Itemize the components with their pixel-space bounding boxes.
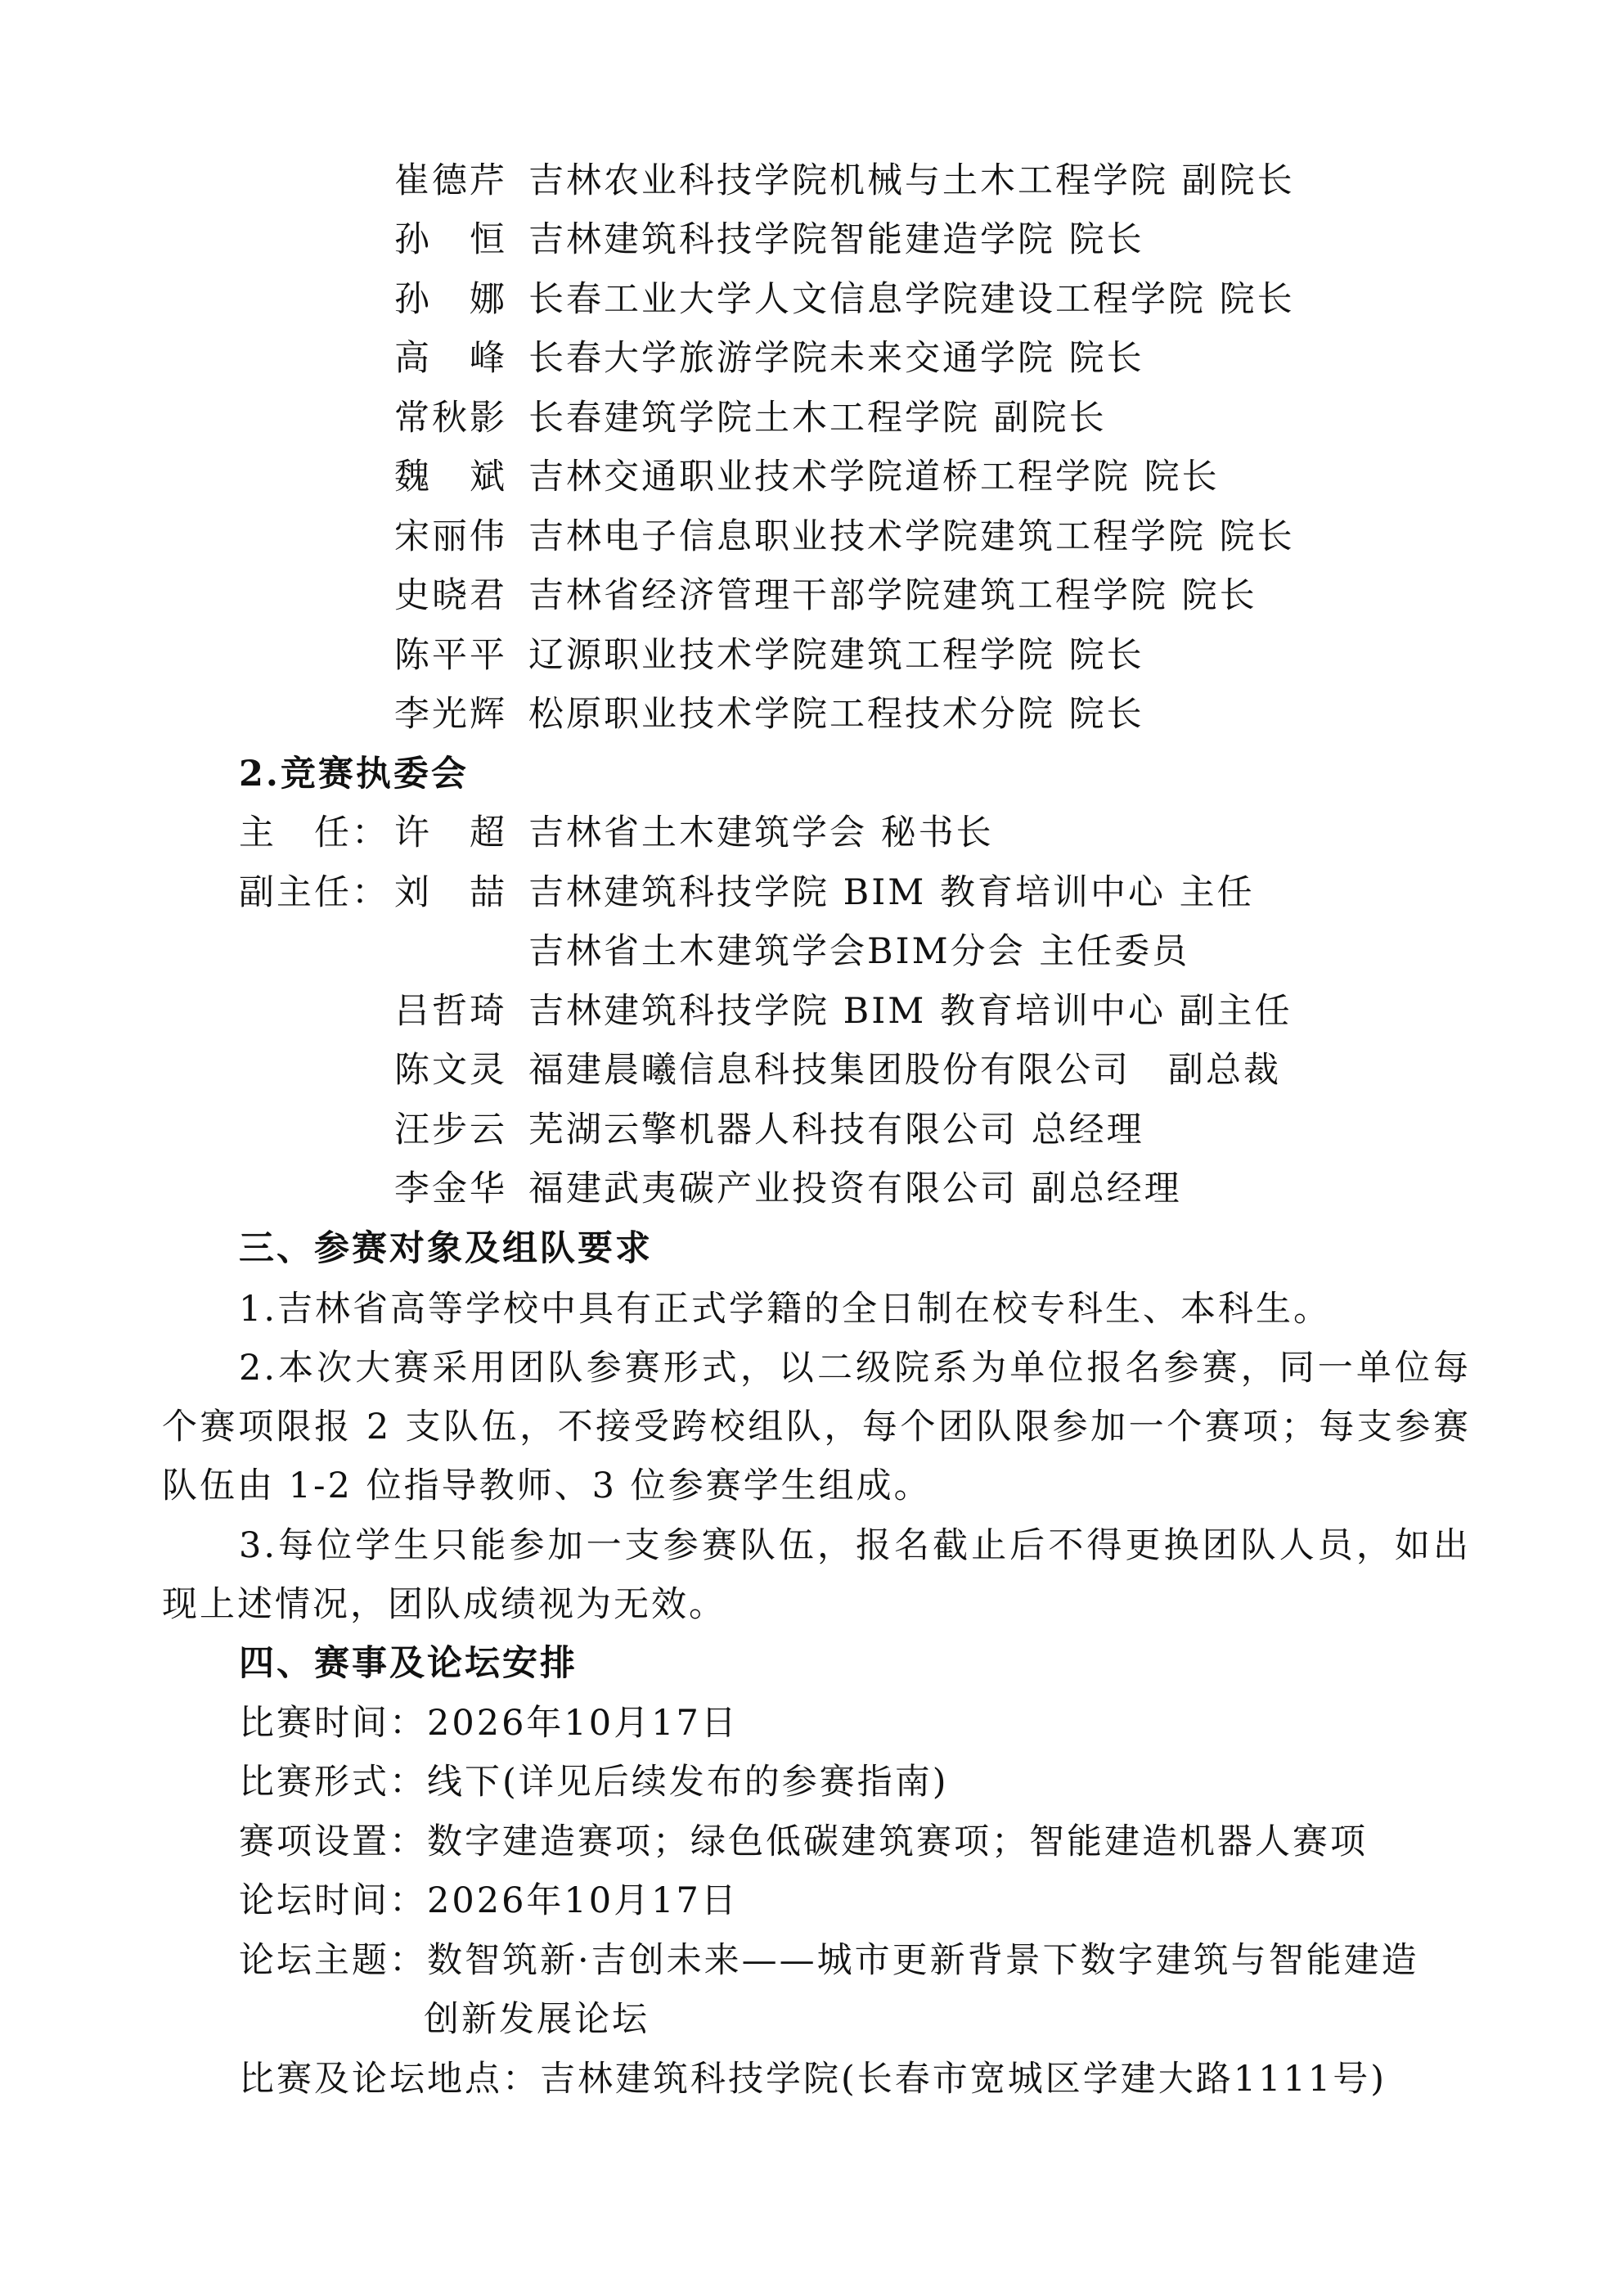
member-title: 吉林交通职业技术学院道桥工程学院 院长 [528,457,1220,497]
director-title: 吉林省土木建筑学会 秘书长 [528,813,994,853]
section3-heading: 三、参赛对象及组队要求 [239,1228,653,1269]
member-row [394,334,1144,383]
member-name: 高 峰 [394,338,507,379]
member-name: 宋丽伟 [394,516,507,557]
deputy-name: 吕哲琦 [394,991,507,1032]
deputy-row [394,1046,1281,1095]
match-form-label: 比赛形式： [239,1762,427,1803]
venue-label: 比赛及论坛地点： [239,2059,540,2100]
schedule-row [239,1699,739,1748]
match-form-value: 线下(详见后续发布的参赛指南) [427,1762,949,1803]
member-row [394,512,1295,561]
events-label: 赛项设置： [239,1821,427,1862]
committee-heading: 2.竞赛执委会 [239,754,469,795]
member-row [394,275,1295,324]
member-row [394,571,1257,620]
deputy-title: 吉林建筑科技学院 BIM 教育培训中心 主任 [528,872,1255,913]
member-name: 孙 娜 [394,279,507,320]
member-name: 崔德芹 [394,160,507,201]
forum-time-label: 论坛时间： [239,1880,427,1921]
events-value: 数字建造赛项；绿色低碳建筑赛项；智能建造机器人赛项 [427,1821,1368,1862]
deputy-title: 吉林建筑科技学院 BIM 教育培训中心 副主任 [528,991,1293,1032]
deputy-title: 吉林省土木建筑学会BIM分会 主任委员 [528,931,1190,972]
section3-item: 3.每位学生只能参加一支参赛队伍，报名截止后不得更换团队人员，如出现上述情况，团队成绩视为无效。 [162,1525,1471,1625]
match-time-label: 比赛时间： [239,1703,427,1744]
member-title: 吉林省经济管理干部学院建筑工程学院 院长 [528,575,1257,616]
deputy-title: 芜湖云擎机器人科技有限公司 总经理 [528,1110,1144,1150]
member-row [394,631,1144,680]
deputy-row [239,868,1255,917]
deputy-name [394,927,528,976]
schedule-row [239,1758,949,1807]
member-name: 常秋影 [394,398,507,439]
forum-theme-label: 论坛主题： [239,1940,427,1981]
schedule-row [239,2055,1387,2104]
venue-value: 吉林建筑科技学院(长春市宽城区学建大路1111号) [540,2059,1387,2100]
deputy-row [394,987,1293,1036]
director-row [239,808,994,858]
match-time-value: 2026年10月17日 [427,1703,739,1744]
schedule-row [239,1817,1368,1866]
member-title: 长春大学旅游学院未来交通学院 院长 [528,338,1144,379]
section3-item: 2.本次大赛采用团队参赛形式，以二级院系为单位报名参赛，同一单位每个赛项限报 2 支队伍，不接受跨校组队，每个团队限参加一个赛项；每支参赛队伍由 1-2 位指导教师、3 位参赛学生组成。 [162,1348,1471,1506]
member-row [394,215,1144,264]
deputy-row [394,1164,1182,1213]
member-row [394,156,1295,205]
member-title: 辽源职业技术学院建筑工程学院 院长 [528,635,1144,676]
deputy-title: 福建晨曦信息科技集团股份有限公司 副总裁 [528,1050,1281,1091]
schedule-row [239,1876,739,1925]
member-row [394,394,1107,443]
member-name: 陈平平 [394,635,507,676]
member-title: 吉林电子信息职业技术学院建筑工程学院 院长 [528,516,1295,557]
member-name: 史晓君 [394,575,507,616]
director-name: 许 超 [394,813,507,853]
deputy-title: 福建武夷碳产业投资有限公司 副总经理 [528,1168,1182,1209]
member-title: 吉林建筑科技学院智能建造学院 院长 [528,219,1144,260]
section4-heading: 四、赛事及论坛安排 [239,1643,578,1684]
member-name: 孙 恒 [394,219,507,260]
member-name: 李光辉 [394,694,507,735]
member-row [394,452,1220,502]
forum-time-value: 2026年10月17日 [427,1880,739,1921]
deputy-name: 陈文灵 [394,1050,507,1091]
deputy-row [394,927,1189,976]
deputy-row [394,1105,1144,1155]
section3-item: 1.吉林省高等学校中具有正式学籍的全日制在校专科生、本科生。 [239,1289,1332,1330]
deputy-name: 刘 喆 [394,872,507,913]
deputy-name: 李金华 [394,1168,507,1209]
member-title: 长春建筑学院土木工程学院 副院长 [528,398,1107,439]
director-label: 主 任： [239,813,389,853]
forum-theme-value: 数智筑新·吉创未来——城市更新背景下数字建筑与智能建造 [427,1940,1419,1981]
schedule-row [239,1936,1419,1985]
member-title: 长春工业大学人文信息学院建设工程学院 院长 [528,279,1295,320]
member-name: 魏 斌 [394,457,507,497]
member-row [394,690,1144,739]
member-title: 吉林农业科技学院机械与土木工程学院 副院长 [528,160,1295,201]
member-title: 松原职业技术学院工程技术分院 院长 [528,694,1144,735]
deputy-label: 副主任： [239,872,389,913]
deputy-name: 汪步云 [394,1110,507,1150]
forum-theme-value-cont: 创新发展论坛 [424,1999,650,2040]
